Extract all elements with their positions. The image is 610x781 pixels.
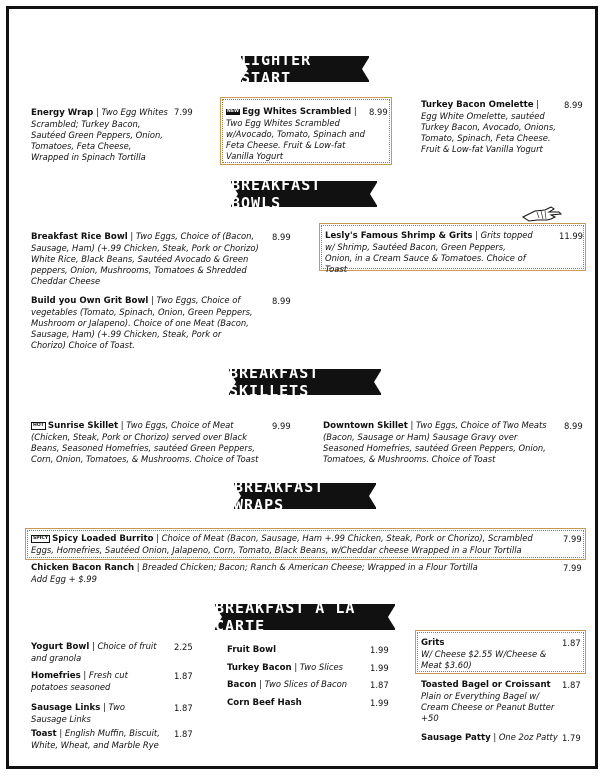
pointing-hand-icon bbox=[521, 205, 565, 225]
section-banner-skillets: BREAKFAST SKILLETS bbox=[229, 369, 381, 395]
carte-item-homefries: Homefries | Fresh cut potatoes seasoned bbox=[31, 670, 128, 692]
price-bagel: 1.87 bbox=[562, 680, 581, 690]
carte-item-fruit-bowl: Fruit Bowl bbox=[227, 645, 277, 655]
carte-item-sausage-patty: Sausage Patty | One 2oz Patty bbox=[421, 732, 558, 743]
carte-item-grits: Grits W/ Cheese $2.55 W/Cheese & Meat $3.60) bbox=[421, 638, 547, 670]
carte-item-corn-beef-hash: Corn Beef Hash bbox=[227, 698, 302, 708]
price-turkey-omelette: 8.99 bbox=[564, 100, 583, 110]
price-toast: 1.87 bbox=[174, 729, 193, 739]
price-chicken-bacon-ranch: 7.99 bbox=[563, 563, 582, 573]
menu-item-energy-wrap: Energy Wrap | Two Egg Whites Scrambled; Turkey Bacon, Sautéed Green Peppers, Onion, Tomatoes, Feta Cheese, Wrapped in Spinach Tortilla bbox=[31, 107, 168, 162]
carte-item-bagel: Toasted Bagel or Croissant Plain or Everything Bagel w/ Cream Cheese or Peanut Butter +50 bbox=[421, 680, 555, 723]
carte-item-sausage-links: Sausage Links | Two Sausage Links bbox=[31, 702, 125, 724]
price-spicy-burrito: 7.99 bbox=[563, 534, 582, 544]
menu-item-downtown-skillet: Downtown Skillet | Two Eggs, Choice of Two Meats (Bacon, Sausage or Ham) Sausage Gravy over Seasoned Homefries, sautéed Green Peppers, Onion, Tomatoes, & Mushrooms. Choice of Toast bbox=[323, 420, 547, 464]
carte-item-yogurt-bowl: Yogurt Bowl | Choice of fruit and granola bbox=[31, 641, 157, 663]
price-sausage-links: 1.87 bbox=[174, 703, 193, 713]
section-banner-bowls: BREAKFAST BOWLS bbox=[231, 181, 377, 207]
price-egg-whites: 8.99 bbox=[369, 107, 388, 117]
carte-item-turkey-bacon: Turkey Bacon | Two Slices bbox=[227, 662, 343, 673]
menu-item-chicken-bacon-ranch: Chicken Bacon Ranch | Breaded Chicken; Bacon; Ranch & American Cheese; Wrapped in a Flour Tortilla Add Egg + $.99 bbox=[31, 562, 478, 584]
menu-item-grit-bowl: Build you Own Grit Bowl | Two Eggs, Choice of vegetables (Tomato, Spinach, Onion, Green Peppers, Mushroom or Jalapeno). Choice of one Meat (Bacon, Sausage, Ham) (+.99 Chicken, Steak, Pork or Chorizo) Choice of Toast. bbox=[31, 295, 253, 350]
price-grit-bowl: 8.99 bbox=[272, 296, 291, 306]
menu-item-turkey-omelette: Turkey Bacon Omelette | Egg White Omelette, sautéed Turkey Bacon, Avocado, Onions, Tomato, Spinach, Feta Cheese. Fruit & Low-fat Vanilla Yogurt bbox=[421, 99, 556, 154]
price-downtown-skillet: 8.99 bbox=[564, 421, 583, 431]
price-bacon: 1.87 bbox=[370, 680, 389, 690]
menu-item-spicy-burrito: SPICY Spicy Loaded Burrito | Choice of Meat (Bacon, Sausage, Ham +.99 Chicken, Steak, Pork or Chorizo), Scrambled Eggs, Homefries, Sautéed Onion, Jalapeno, Corn, Tomato, Black Beans, w/Cheddar cheese Wrapped in a Flour Tortilla bbox=[31, 533, 533, 555]
carte-item-bacon: Bacon | Two Slices of Bacon bbox=[227, 679, 348, 690]
price-turkey-bacon: 1.99 bbox=[370, 663, 389, 673]
menu-item-rice-bowl: Breakfast Rice Bowl | Two Eggs, Choice of (Bacon, Sausage, Ham) (+.99 Chicken, Steak, Pork or Chorizo) White Rice, Black Beans, Sautéed Avocado & Green peppers, Onion, Mushrooms, Tomatoes & Shredded Cheddar Cheese bbox=[31, 231, 259, 286]
spicy-badge-icon: SPICY bbox=[33, 535, 49, 541]
price-shrimp-grits: 11.99 bbox=[559, 231, 583, 241]
price-corn-beef-hash: 1.99 bbox=[370, 698, 389, 708]
new-badge-icon: NEW bbox=[227, 108, 240, 114]
price-grits: 1.87 bbox=[562, 638, 581, 648]
menu-item-shrimp-grits: Lesly's Famous Shrimp & Grits | Grits topped w/ Shrimp, Sautéed Bacon, Green Peppers, Onion, in a Cream Sauce & Tomatoes. Choice of Toast bbox=[325, 230, 533, 274]
price-rice-bowl: 8.99 bbox=[272, 232, 291, 242]
section-banner-lighter-start: LIGHTER START bbox=[241, 56, 369, 82]
section-banner-wraps: BREAKFAST WRAPS bbox=[234, 483, 376, 509]
price-fruit-bowl: 1.99 bbox=[370, 645, 389, 655]
price-energy-wrap: 7.99 bbox=[174, 107, 193, 117]
section-banner-carte: BREAKFAST À LA CARTE bbox=[215, 604, 395, 630]
hot-badge-icon: HOT bbox=[33, 422, 44, 428]
price-sunrise-skillet: 9.99 bbox=[272, 421, 291, 431]
price-sausage-patty: 1.79 bbox=[562, 733, 581, 743]
carte-item-toast: Toast | English Muffin, Biscuit, White, Wheat, and Marble Rye bbox=[31, 728, 160, 750]
menu-item-sunrise-skillet: HOT Sunrise Skillet | Two Eggs, Choice of Meat (Chicken, Steak, Pork or Chorizo) served over Black Beans, Seasoned Homefries, sautéed Green Peppers, Corn, Onion, Tomatoes, & Mushrooms. Choice of Toast bbox=[31, 420, 259, 464]
price-yogurt-bowl: 2.25 bbox=[174, 642, 193, 652]
menu-item-egg-whites: NEW Egg Whites Scrambled | Two Egg Whites Scrambled w/Avocado, Tomato, Spinach and Feta Cheese. Fruit & Low-fat Vanilla Yogurt bbox=[226, 106, 365, 161]
price-homefries: 1.87 bbox=[174, 671, 193, 681]
